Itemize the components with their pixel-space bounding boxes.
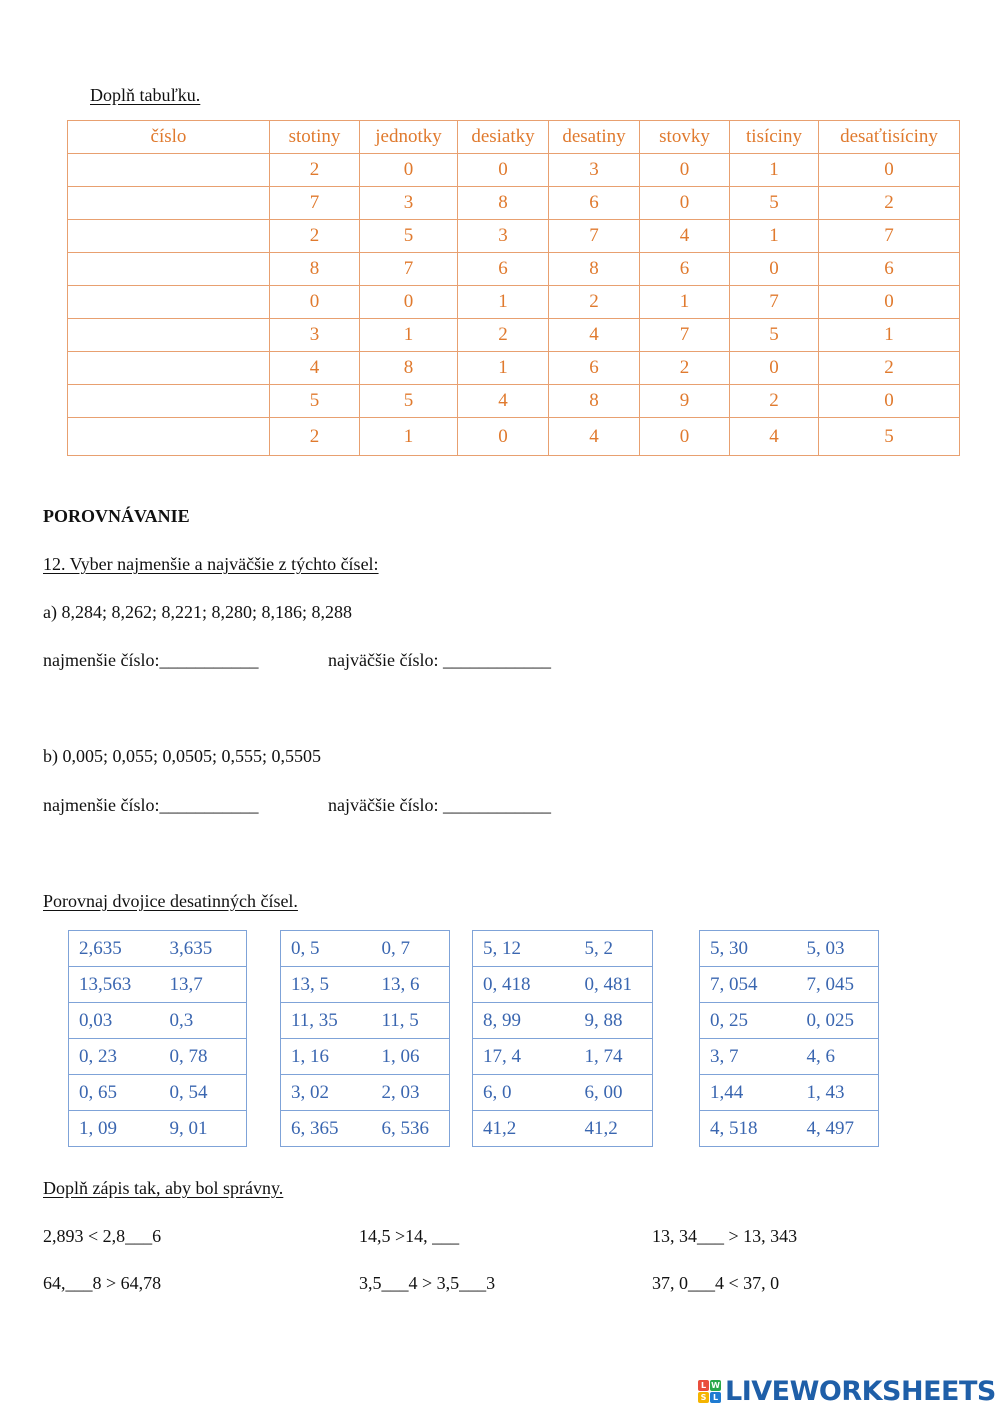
digit-cell: 5 [730, 319, 819, 352]
compare-right-value: 5, 2 [575, 931, 653, 967]
fill-item-6[interactable]: 37, 0___4 < 37, 0 [652, 1273, 780, 1293]
header-cell: jednotky [360, 121, 458, 154]
compare-pair-row[interactable] [700, 931, 879, 967]
digit-cell: 8 [360, 352, 458, 385]
compare-pair-row[interactable] [69, 931, 247, 967]
compare-right-value: 13, 6 [372, 967, 450, 1003]
digit-cell: 7 [819, 220, 960, 253]
digit-cell: 7 [640, 319, 730, 352]
fill-item-4[interactable]: 64,___8 > 64,78 [43, 1273, 162, 1293]
header-cell: desiatky [458, 121, 549, 154]
digit-cell: 6 [458, 253, 549, 286]
digit-cell: 0 [458, 418, 549, 456]
digit-cell: 9 [640, 385, 730, 418]
task12-instruction: 12. Vyber najmenšie a najväčšie z týchto čísel: [43, 554, 379, 574]
table-row [68, 220, 960, 253]
task12-a-smallest[interactable]: najmenšie číslo:___________ [43, 650, 259, 670]
table-row [68, 352, 960, 385]
task12-a-numbers: a) 8,284; 8,262; 8,221; 8,280; 8,186; 8,288 [43, 602, 352, 622]
table-row [68, 154, 960, 187]
compare-right-value: 11, 5 [372, 1003, 450, 1039]
compare-right-value: 41,2 [575, 1111, 653, 1147]
compare-left-value: 4, 518 [700, 1111, 797, 1147]
digit-cell: 2 [270, 154, 360, 187]
number-answer-cell[interactable] [68, 253, 270, 286]
compare-right-value: 2, 03 [372, 1075, 450, 1111]
digit-cell: 0 [458, 154, 549, 187]
number-answer-cell[interactable] [68, 319, 270, 352]
digit-cell: 2 [730, 385, 819, 418]
logo-text: LIVEWORKSHEETS [725, 1376, 996, 1407]
fill-item-2[interactable]: 14,5 >14, ___ [359, 1226, 460, 1246]
compare-pair-row[interactable] [281, 967, 450, 1003]
header-cell: číslo [68, 121, 270, 154]
header-cell: stotiny [270, 121, 360, 154]
compare-left-value: 13, 5 [281, 967, 372, 1003]
digit-cell: 4 [549, 319, 640, 352]
compare-pair-row[interactable] [473, 967, 653, 1003]
digit-cell: 6 [819, 253, 960, 286]
digit-cell: 3 [270, 319, 360, 352]
digit-cell: 4 [549, 418, 640, 456]
digit-cell: 6 [549, 187, 640, 220]
digit-cell: 5 [730, 187, 819, 220]
task12-b-largest[interactable]: najväčšie číslo: ____________ [328, 795, 551, 815]
table-row [68, 385, 960, 418]
compare-pair-row[interactable] [281, 1075, 450, 1111]
logo-grid-icon: L W S L [698, 1380, 721, 1403]
compare-pair-row[interactable] [281, 1111, 450, 1147]
compare-pair-row[interactable] [473, 931, 653, 967]
compare-right-value: 0, 78 [160, 1039, 247, 1075]
compare-right-value: 6, 536 [372, 1111, 450, 1147]
digit-cell: 4 [458, 385, 549, 418]
compare-left-value: 17, 4 [473, 1039, 575, 1075]
digit-cell: 2 [819, 187, 960, 220]
number-answer-cell[interactable] [68, 418, 270, 456]
digit-cell: 7 [360, 253, 458, 286]
digit-cell: 3 [360, 187, 458, 220]
task12-b-smallest[interactable]: najmenšie číslo:___________ [43, 795, 259, 815]
digit-cell: 4 [640, 220, 730, 253]
compare-table-2 [280, 930, 450, 1147]
compare-left-value: 3, 02 [281, 1075, 372, 1111]
digit-cell: 3 [458, 220, 549, 253]
digit-cell: 1 [360, 418, 458, 456]
digit-cell: 0 [640, 418, 730, 456]
table-body [68, 154, 960, 456]
digit-cell: 4 [270, 352, 360, 385]
compare-table-3 [472, 930, 653, 1147]
compare-left-value: 11, 35 [281, 1003, 372, 1039]
compare-pair-row[interactable] [700, 1111, 879, 1147]
compare-pair-row[interactable] [281, 931, 450, 967]
digit-cell: 4 [730, 418, 819, 456]
digit-cell: 8 [458, 187, 549, 220]
compare-right-value: 9, 88 [575, 1003, 653, 1039]
compare-right-value: 0, 54 [160, 1075, 247, 1111]
compare-left-value: 0, 25 [700, 1003, 797, 1039]
compare-pair-row[interactable] [700, 1039, 879, 1075]
compare-left-value: 0, 23 [69, 1039, 160, 1075]
compare-right-value: 0, 7 [372, 931, 450, 967]
compare-right-value: 7, 045 [797, 967, 879, 1003]
compare-left-value: 3, 7 [700, 1039, 797, 1075]
compare-right-value: 0, 025 [797, 1003, 879, 1039]
digit-cell: 5 [360, 220, 458, 253]
compare-pair-row[interactable] [473, 1111, 653, 1147]
compare-right-value: 1, 43 [797, 1075, 879, 1111]
digit-cell: 1 [819, 319, 960, 352]
digit-cell: 8 [549, 253, 640, 286]
number-answer-cell[interactable] [68, 187, 270, 220]
digit-cell: 2 [819, 352, 960, 385]
digit-cell: 0 [360, 286, 458, 319]
compare-pair-row[interactable] [700, 967, 879, 1003]
digit-cell: 5 [270, 385, 360, 418]
compare-table-1 [68, 930, 247, 1147]
compare-pair-row[interactable] [700, 1003, 879, 1039]
number-answer-cell[interactable] [68, 352, 270, 385]
digit-cell: 3 [549, 154, 640, 187]
header-cell: desatiny [549, 121, 640, 154]
digit-cell: 6 [640, 253, 730, 286]
compare-left-value: 5, 30 [700, 931, 797, 967]
digit-cell: 0 [819, 385, 960, 418]
compare-pair-row[interactable] [281, 1003, 450, 1039]
place-value-table [67, 120, 960, 456]
compare-right-value: 13,7 [160, 967, 247, 1003]
table-row [68, 187, 960, 220]
digit-cell: 8 [270, 253, 360, 286]
digit-cell: 0 [640, 154, 730, 187]
header-cell: desaťtisíciny [819, 121, 960, 154]
fill-item-3[interactable]: 13, 34___ > 13, 343 [652, 1226, 798, 1246]
digit-cell: 1 [458, 352, 549, 385]
digit-cell: 0 [640, 187, 730, 220]
digit-cell: 1 [458, 286, 549, 319]
digit-cell: 1 [360, 319, 458, 352]
compare-left-value: 0, 5 [281, 931, 372, 967]
digit-cell: 6 [549, 352, 640, 385]
compare-left-value: 0, 65 [69, 1075, 160, 1111]
compare-pair-row[interactable] [69, 1111, 247, 1147]
number-answer-cell[interactable] [68, 286, 270, 319]
compare-left-value: 6, 0 [473, 1075, 575, 1111]
digit-cell: 7 [549, 220, 640, 253]
digit-cell: 0 [730, 352, 819, 385]
compare-instruction: Porovnaj dvojice desatinných čísel. [43, 891, 298, 911]
digit-cell: 2 [270, 418, 360, 456]
compare-left-value: 5, 12 [473, 931, 575, 967]
compare-left-value: 0, 418 [473, 967, 575, 1003]
compare-right-value: 6, 00 [575, 1075, 653, 1111]
compare-right-value: 1, 74 [575, 1039, 653, 1075]
table-header-row [68, 121, 960, 154]
digit-cell: 2 [270, 220, 360, 253]
compare-left-value: 7, 054 [700, 967, 797, 1003]
number-answer-cell[interactable] [68, 385, 270, 418]
digit-cell: 7 [270, 187, 360, 220]
compare-right-value: 9, 01 [160, 1111, 247, 1147]
compare-right-value: 0, 481 [575, 967, 653, 1003]
compare-left-value: 1,44 [700, 1075, 797, 1111]
compare-pair-row[interactable] [473, 1075, 653, 1111]
compare-right-value: 4, 6 [797, 1039, 879, 1075]
table-row [68, 253, 960, 286]
digit-cell: 2 [640, 352, 730, 385]
digit-cell: 2 [458, 319, 549, 352]
compare-right-value: 4, 497 [797, 1111, 879, 1147]
digit-cell: 0 [819, 286, 960, 319]
compare-pair-row[interactable] [473, 1039, 653, 1075]
task12-a-largest[interactable]: najväčšie číslo: ____________ [328, 650, 551, 670]
digit-cell: 1 [640, 286, 730, 319]
compare-right-value: 0,3 [160, 1003, 247, 1039]
compare-left-value: 2,635 [69, 931, 160, 967]
liveworksheets-logo [698, 1376, 996, 1407]
compare-pair-row[interactable] [69, 1039, 247, 1075]
compare-pair-row[interactable] [69, 1003, 247, 1039]
compare-pair-row[interactable] [69, 967, 247, 1003]
compare-right-value: 5, 03 [797, 931, 879, 967]
compare-pair-row[interactable] [700, 1075, 879, 1111]
compare-right-value: 1, 06 [372, 1039, 450, 1075]
fill-instruction: Doplň zápis tak, aby bol správny. [43, 1178, 284, 1198]
compare-left-value: 1, 16 [281, 1039, 372, 1075]
task1-instruction: Doplň tabuľku. [90, 85, 201, 105]
number-answer-cell[interactable] [68, 220, 270, 253]
compare-pair-row[interactable] [473, 1003, 653, 1039]
header-cell: stovky [640, 121, 730, 154]
table-row [68, 286, 960, 319]
digit-cell: 0 [360, 154, 458, 187]
table-row [68, 418, 960, 456]
compare-pair-row[interactable] [281, 1039, 450, 1075]
digit-cell: 7 [730, 286, 819, 319]
compare-table-4 [699, 930, 879, 1147]
compare-pair-row[interactable] [69, 1075, 247, 1111]
digit-cell: 0 [270, 286, 360, 319]
compare-right-value: 3,635 [160, 931, 247, 967]
compare-left-value: 0,03 [69, 1003, 160, 1039]
digit-cell: 8 [549, 385, 640, 418]
digit-cell: 1 [730, 154, 819, 187]
header-cell: tisíciny [730, 121, 819, 154]
compare-left-value: 1, 09 [69, 1111, 160, 1147]
compare-left-value: 6, 365 [281, 1111, 372, 1147]
number-answer-cell[interactable] [68, 154, 270, 187]
fill-item-5[interactable]: 3,5___4 > 3,5___3 [359, 1273, 496, 1293]
digit-cell: 0 [730, 253, 819, 286]
digit-cell: 5 [360, 385, 458, 418]
compare-left-value: 13,563 [69, 967, 160, 1003]
digit-cell: 2 [549, 286, 640, 319]
digit-cell: 1 [730, 220, 819, 253]
compare-left-value: 41,2 [473, 1111, 575, 1147]
section-title: POROVNÁVANIE [43, 506, 190, 526]
table-row [68, 319, 960, 352]
digit-cell: 0 [819, 154, 960, 187]
digit-cell: 5 [819, 418, 960, 456]
fill-item-1[interactable]: 2,893 < 2,8___6 [43, 1226, 162, 1246]
task12-b-numbers: b) 0,005; 0,055; 0,0505; 0,555; 0,5505 [43, 746, 321, 766]
compare-left-value: 8, 99 [473, 1003, 575, 1039]
